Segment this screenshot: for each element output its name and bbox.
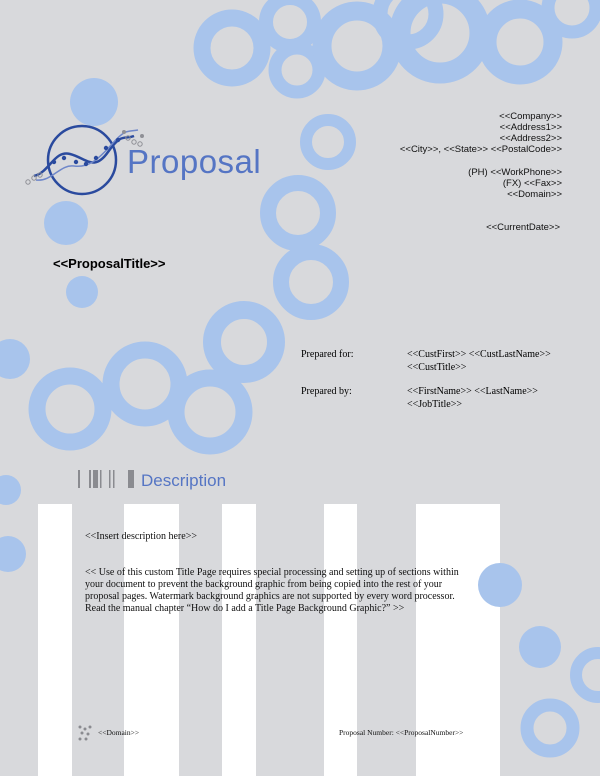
section-heading: Description [141,471,227,490]
logo-wordmark: Proposal [127,143,262,180]
customer-name: <<CustFirst>> <<CustLastName>> [407,349,551,360]
company-name: <<Company>> [499,111,562,122]
insert-description-placeholder: <<Insert description here>> [85,531,197,542]
proposal-title: <<ProposalTitle>> [53,256,166,271]
work-phone: (PH) <<WorkPhone>> [468,167,562,178]
footer-proposal-number: Proposal Number: <<ProposalNumber>> [339,728,464,737]
title-page-note: << Use of this custom Title Page requires special processing and setting up of sections within your document to prevent the background graphic from being copied into the rest of your proposal pages. Watermark background graphics are not supported by every word processor. Read the manual chapter “How do I add a Title Page Background Graphic?” >> [85,567,459,614]
current-date: <<CurrentDate>> [486,222,560,233]
author-job-title: <<JobTitle>> [407,399,462,410]
prepared-for-label: Prepared for: [301,349,354,360]
city-state-postal: <<City>>, <<State>> <<PostalCode>> [399,144,562,155]
company-domain: <<Domain>> [507,189,562,200]
footer-domain: <<Domain>> [98,728,140,737]
footer-logo-icon [77,724,93,742]
address-line-1: <<Address1>> [499,122,562,133]
address-line-2: <<Address2>> [499,133,562,144]
barcode-decoration [78,470,138,488]
fax-number: (FX) <<Fax>> [502,178,562,189]
prepared-by-label: Prepared by: [301,386,352,397]
author-name: <<FirstName>> <<LastName>> [407,386,538,397]
customer-title: <<CustTitle>> [407,362,467,373]
